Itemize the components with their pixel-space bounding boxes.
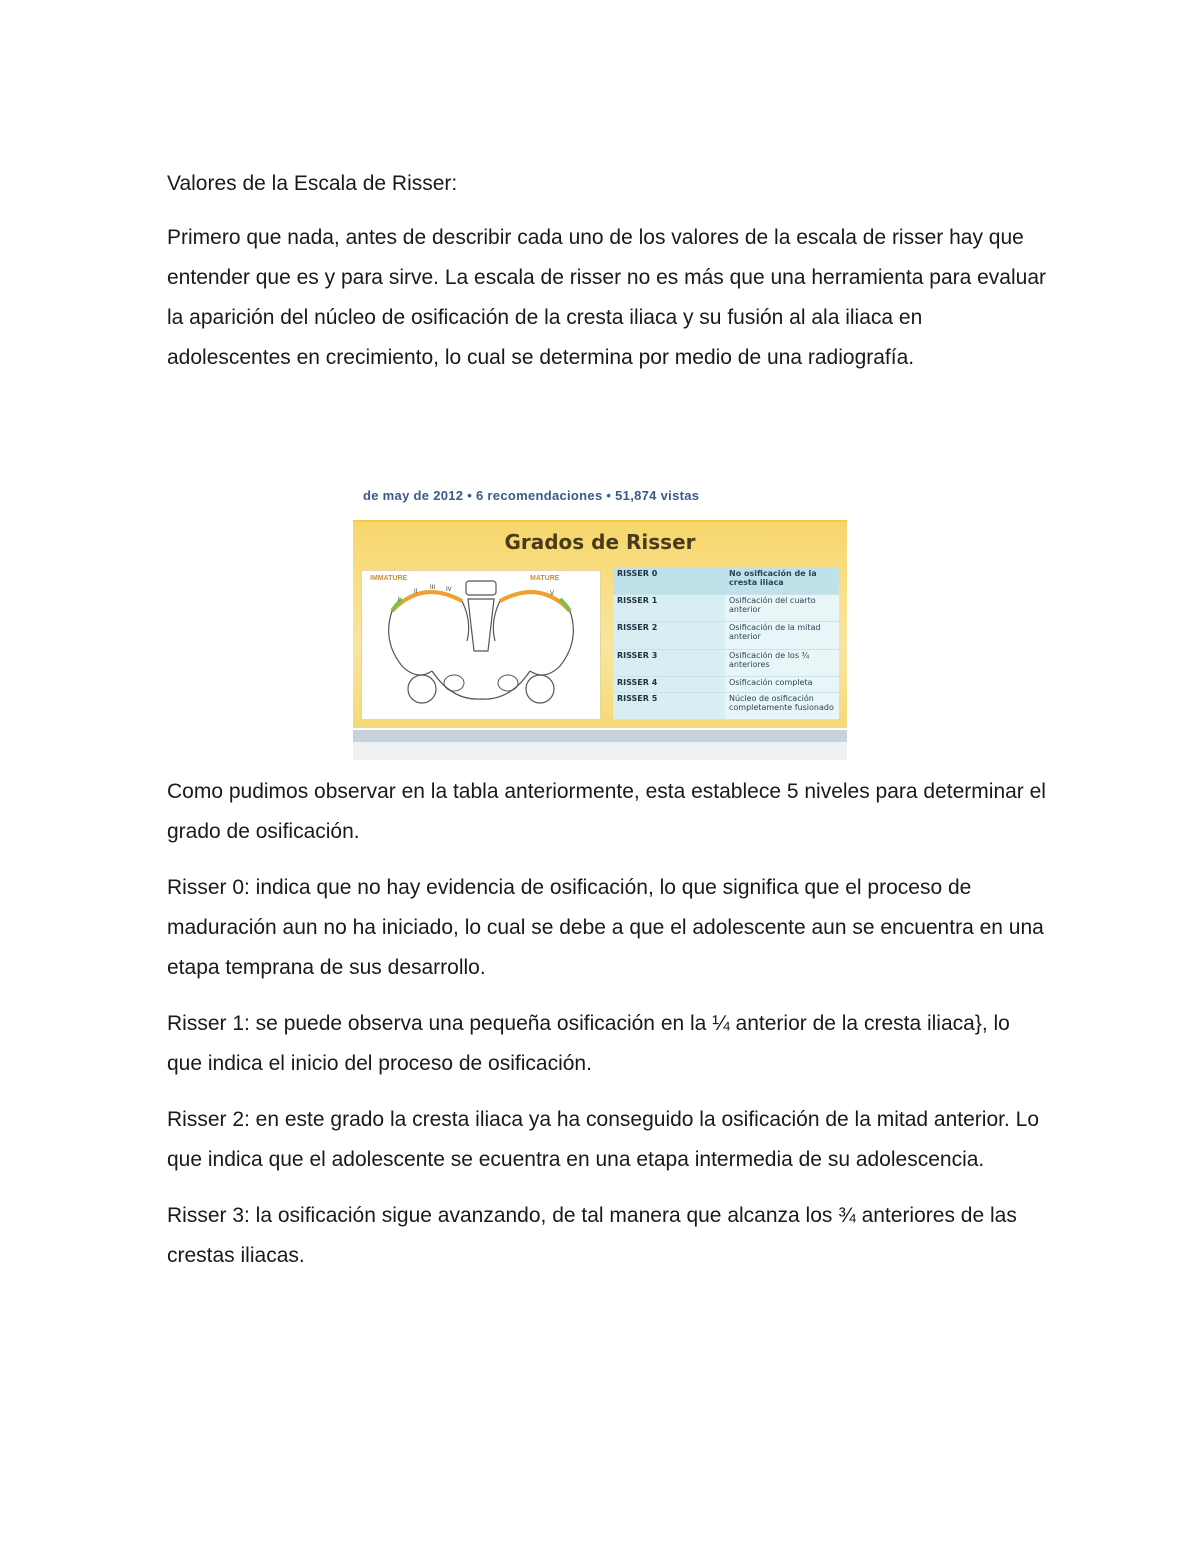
intro-paragraph: Primero que nada, antes de describir cada uno de los valores de la escala de risser hay que entender que es y para sirve. La escala de risser no es más que una herramienta para evaluar la aparición del núcleo de osificación de la cresta iliaca y su fusión al ala iliaca en adolescentes en crecimiento, lo cual se determina por medio de una radiografía. <box>167 226 1047 369</box>
figure-meta-text: de may de 2012 • 6 recomendaciones • 51,874 vistas <box>363 488 700 503</box>
risser-slide <box>353 520 847 728</box>
risser-table-row <box>613 649 839 676</box>
risser-figure-image <box>353 484 847 760</box>
risser-description-cell: Núcleo de osificación completamente fusionado <box>725 692 839 719</box>
section-heading <box>167 164 1047 220</box>
risser-grade-cell: RISSER 0 <box>613 568 725 595</box>
label-mature: MATURE <box>530 575 560 582</box>
svg-text:III: III <box>430 585 436 591</box>
heading-text: Valores de la Escala de Risser: <box>167 172 458 195</box>
slide-title: Grados de Risser <box>504 530 696 554</box>
body-paragraph: Como pudimos observar en la tabla anteriormente, esta establece 5 niveles para determinar el grado de osificación. <box>167 780 1046 843</box>
risser-table-row <box>613 595 839 622</box>
risser-description-cell: Osificación de los ¾ anteriores <box>725 649 839 676</box>
body-paragraph: Risser 1: se puede observa una pequeña osificación en la ¼ anterior de la cresta iliaca}, lo que indica el inicio del proceso de osificación. <box>167 1012 1010 1075</box>
risser-grade-cell: RISSER 2 <box>613 622 725 649</box>
risser-grade-cell: RISSER 3 <box>613 649 725 676</box>
pelvis-illustration <box>362 571 600 719</box>
risser-table-row <box>613 677 839 693</box>
label-immature: IMMATURE <box>370 575 408 582</box>
risser-description-cell: Osificación de la mitad anterior <box>725 622 839 649</box>
body-paragraph: Risser 3: la osificación sigue avanzando, de tal manera que alcanza los ¾ anteriores de las crestas iliacas. <box>167 1204 1017 1267</box>
risser-grade-cell: RISSER 1 <box>613 595 725 622</box>
body-paragraphs <box>167 772 1047 1292</box>
svg-text:I: I <box>398 597 400 603</box>
body-paragraph: Risser 0: indica que no hay evidencia de osificación, lo que significa que el proceso de maduración aun no ha iniciado, lo cual se debe a que el adolescente aun se encuentra en una etapa temprana de sus desarrollo. <box>167 876 1044 979</box>
pelvis-diagram <box>361 570 601 720</box>
risser-description-cell: Osificación completa <box>725 677 839 693</box>
svg-text:II: II <box>414 589 418 595</box>
risser-description-cell: No osificación de la cresta iliaca <box>725 568 839 595</box>
risser-grade-cell: RISSER 4 <box>613 677 725 693</box>
risser-table-row <box>613 568 839 595</box>
risser-description-cell: Osificación del cuarto anterior <box>725 595 839 622</box>
body-paragraph: Risser 2: en este grado la cresta iliaca ya ha conseguido la osificación de la mitad anterior. Lo que indica que el adolescente se ecuentra en una etapa intermedia de su adolescencia. <box>167 1108 1039 1171</box>
slide-bottom-bar <box>353 730 847 742</box>
svg-text:V: V <box>550 591 555 597</box>
risser-table-row <box>613 692 839 719</box>
intro-paragraph-block <box>167 218 1047 394</box>
risser-grade-table <box>613 568 839 720</box>
svg-text:IV: IV <box>446 587 452 593</box>
risser-table-row <box>613 622 839 649</box>
slide-bottom-area <box>353 742 847 760</box>
risser-grade-cell: RISSER 5 <box>613 692 725 719</box>
